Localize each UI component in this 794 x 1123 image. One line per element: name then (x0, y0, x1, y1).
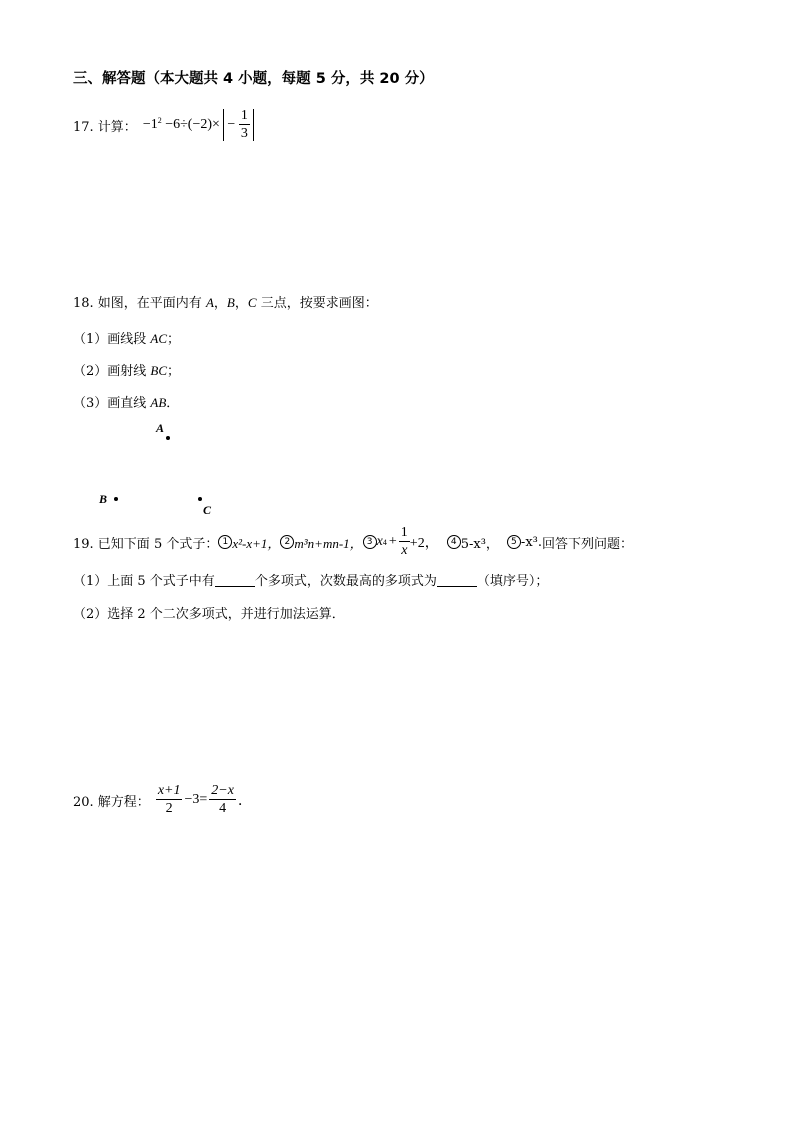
q19-sub-1 (73, 570, 548, 589)
q20-number: 20. 解方程： (73, 794, 150, 810)
q19-e3-exp: 4 (382, 537, 387, 547)
q17-number: 17. 计算： (73, 119, 137, 135)
q17-neg-one: −1 (142, 117, 158, 133)
answer-blank-1[interactable] (215, 574, 255, 587)
point-c-label: C (203, 503, 212, 517)
q18-item-2-prefix: （2）画射线 (73, 364, 151, 379)
q18-sep-2: ， (234, 296, 248, 311)
q19-sub1-b: 个多项式，次数最高的多项式为 (254, 574, 437, 589)
question-19-stem (73, 524, 633, 560)
q17-frac-den: 3 (240, 126, 248, 141)
q18-stem-b: 三点，按要求画图： (256, 296, 378, 311)
q18-sep-1: ， (213, 296, 227, 311)
q19-expr-3 (377, 526, 439, 558)
point-b-label: B (99, 492, 108, 506)
q20-equation (156, 784, 252, 816)
q19-stem: 19. 已知下面 5 个式子： (73, 536, 219, 552)
q20-left-num-text: x+1 (157, 783, 181, 798)
q17-fraction (239, 109, 250, 141)
q19-expr-2: m³n+mn-1， (294, 535, 363, 551)
q20-middle: −3= (184, 792, 208, 807)
q19-e3-fraction (399, 526, 410, 558)
q18-item-2 (73, 360, 180, 379)
q17-absolute-value (223, 109, 253, 141)
q19-e3-x: x (376, 534, 383, 549)
q17-inner-sign: − (227, 117, 236, 133)
circled-number-1: 1 (218, 535, 232, 549)
circled-number-5: 5 (507, 535, 521, 549)
q17-exponent: 2 (157, 116, 162, 126)
q18-item-1-var: AC (150, 331, 168, 346)
q18-var-a: A (205, 295, 214, 310)
question-17 (73, 110, 254, 140)
q17-frac-num: 1 (240, 108, 248, 123)
q20-right-fraction (209, 784, 236, 816)
question-18-stem (73, 292, 378, 311)
q19-expr-5: -x³. (520, 534, 542, 550)
q20-end: ． (237, 794, 252, 809)
q19-sub-2: （2）选择 2 个二次多项式，并进行加法运算． (73, 607, 345, 622)
q18-item-3 (73, 392, 179, 411)
q20-right-den: 4 (219, 801, 227, 816)
circled-number-3: 3 (363, 535, 377, 549)
q18-item-1 (73, 328, 180, 347)
q19-tail: 回答下列问题： (542, 536, 634, 552)
section-heading: 三、解答题（本大题共 4 小题，每题 5 分，共 20 分） (73, 71, 434, 87)
q18-item-2-var: BC (150, 363, 168, 378)
q19-sub1-c: （填序号）； (476, 574, 549, 589)
q18-stem-a: 18. 如图，在平面内有 (73, 296, 206, 311)
answer-blank-2[interactable] (437, 574, 477, 587)
q19-expr-1: x²-x+1， (232, 535, 281, 551)
q18-var-b: B (226, 295, 235, 310)
q19-e3-tail: +2， (409, 536, 439, 551)
q17-middle: −6÷(−2)× (165, 117, 220, 133)
point-a-dot (166, 436, 170, 440)
q18-item-1-suffix: ； (167, 332, 181, 347)
q20-left-den: 2 (165, 801, 173, 816)
q18-item-3-prefix: （3）画直线 (73, 396, 151, 411)
question-20 (73, 778, 252, 822)
q20-right-num-text: 2−x (211, 783, 234, 798)
q19-e3-den: x (401, 543, 408, 558)
q18-item-3-var: AB (150, 395, 167, 410)
circled-number-4: 4 (447, 535, 461, 549)
point-a-label: A (156, 421, 165, 435)
q19-e3-num: 1 (400, 525, 408, 540)
q17-expression (143, 109, 254, 141)
point-b-dot (114, 497, 118, 501)
circled-number-2: 2 (280, 535, 294, 549)
q19-e3-plus: + (388, 534, 397, 549)
q18-var-c: C (247, 295, 257, 310)
q19-sub1-a: （1）上面 5 个式子中有 (73, 574, 215, 589)
q20-left-fraction (156, 784, 183, 816)
point-c-dot (198, 497, 202, 501)
q19-expr-4: 5-x³， (460, 536, 499, 552)
q20-left-num (156, 784, 183, 800)
q18-item-1-prefix: （1）画线段 (73, 332, 151, 347)
q18-item-3-suffix: ． (166, 396, 180, 411)
q18-item-2-suffix: ； (167, 364, 181, 379)
q20-right-num (209, 784, 236, 800)
